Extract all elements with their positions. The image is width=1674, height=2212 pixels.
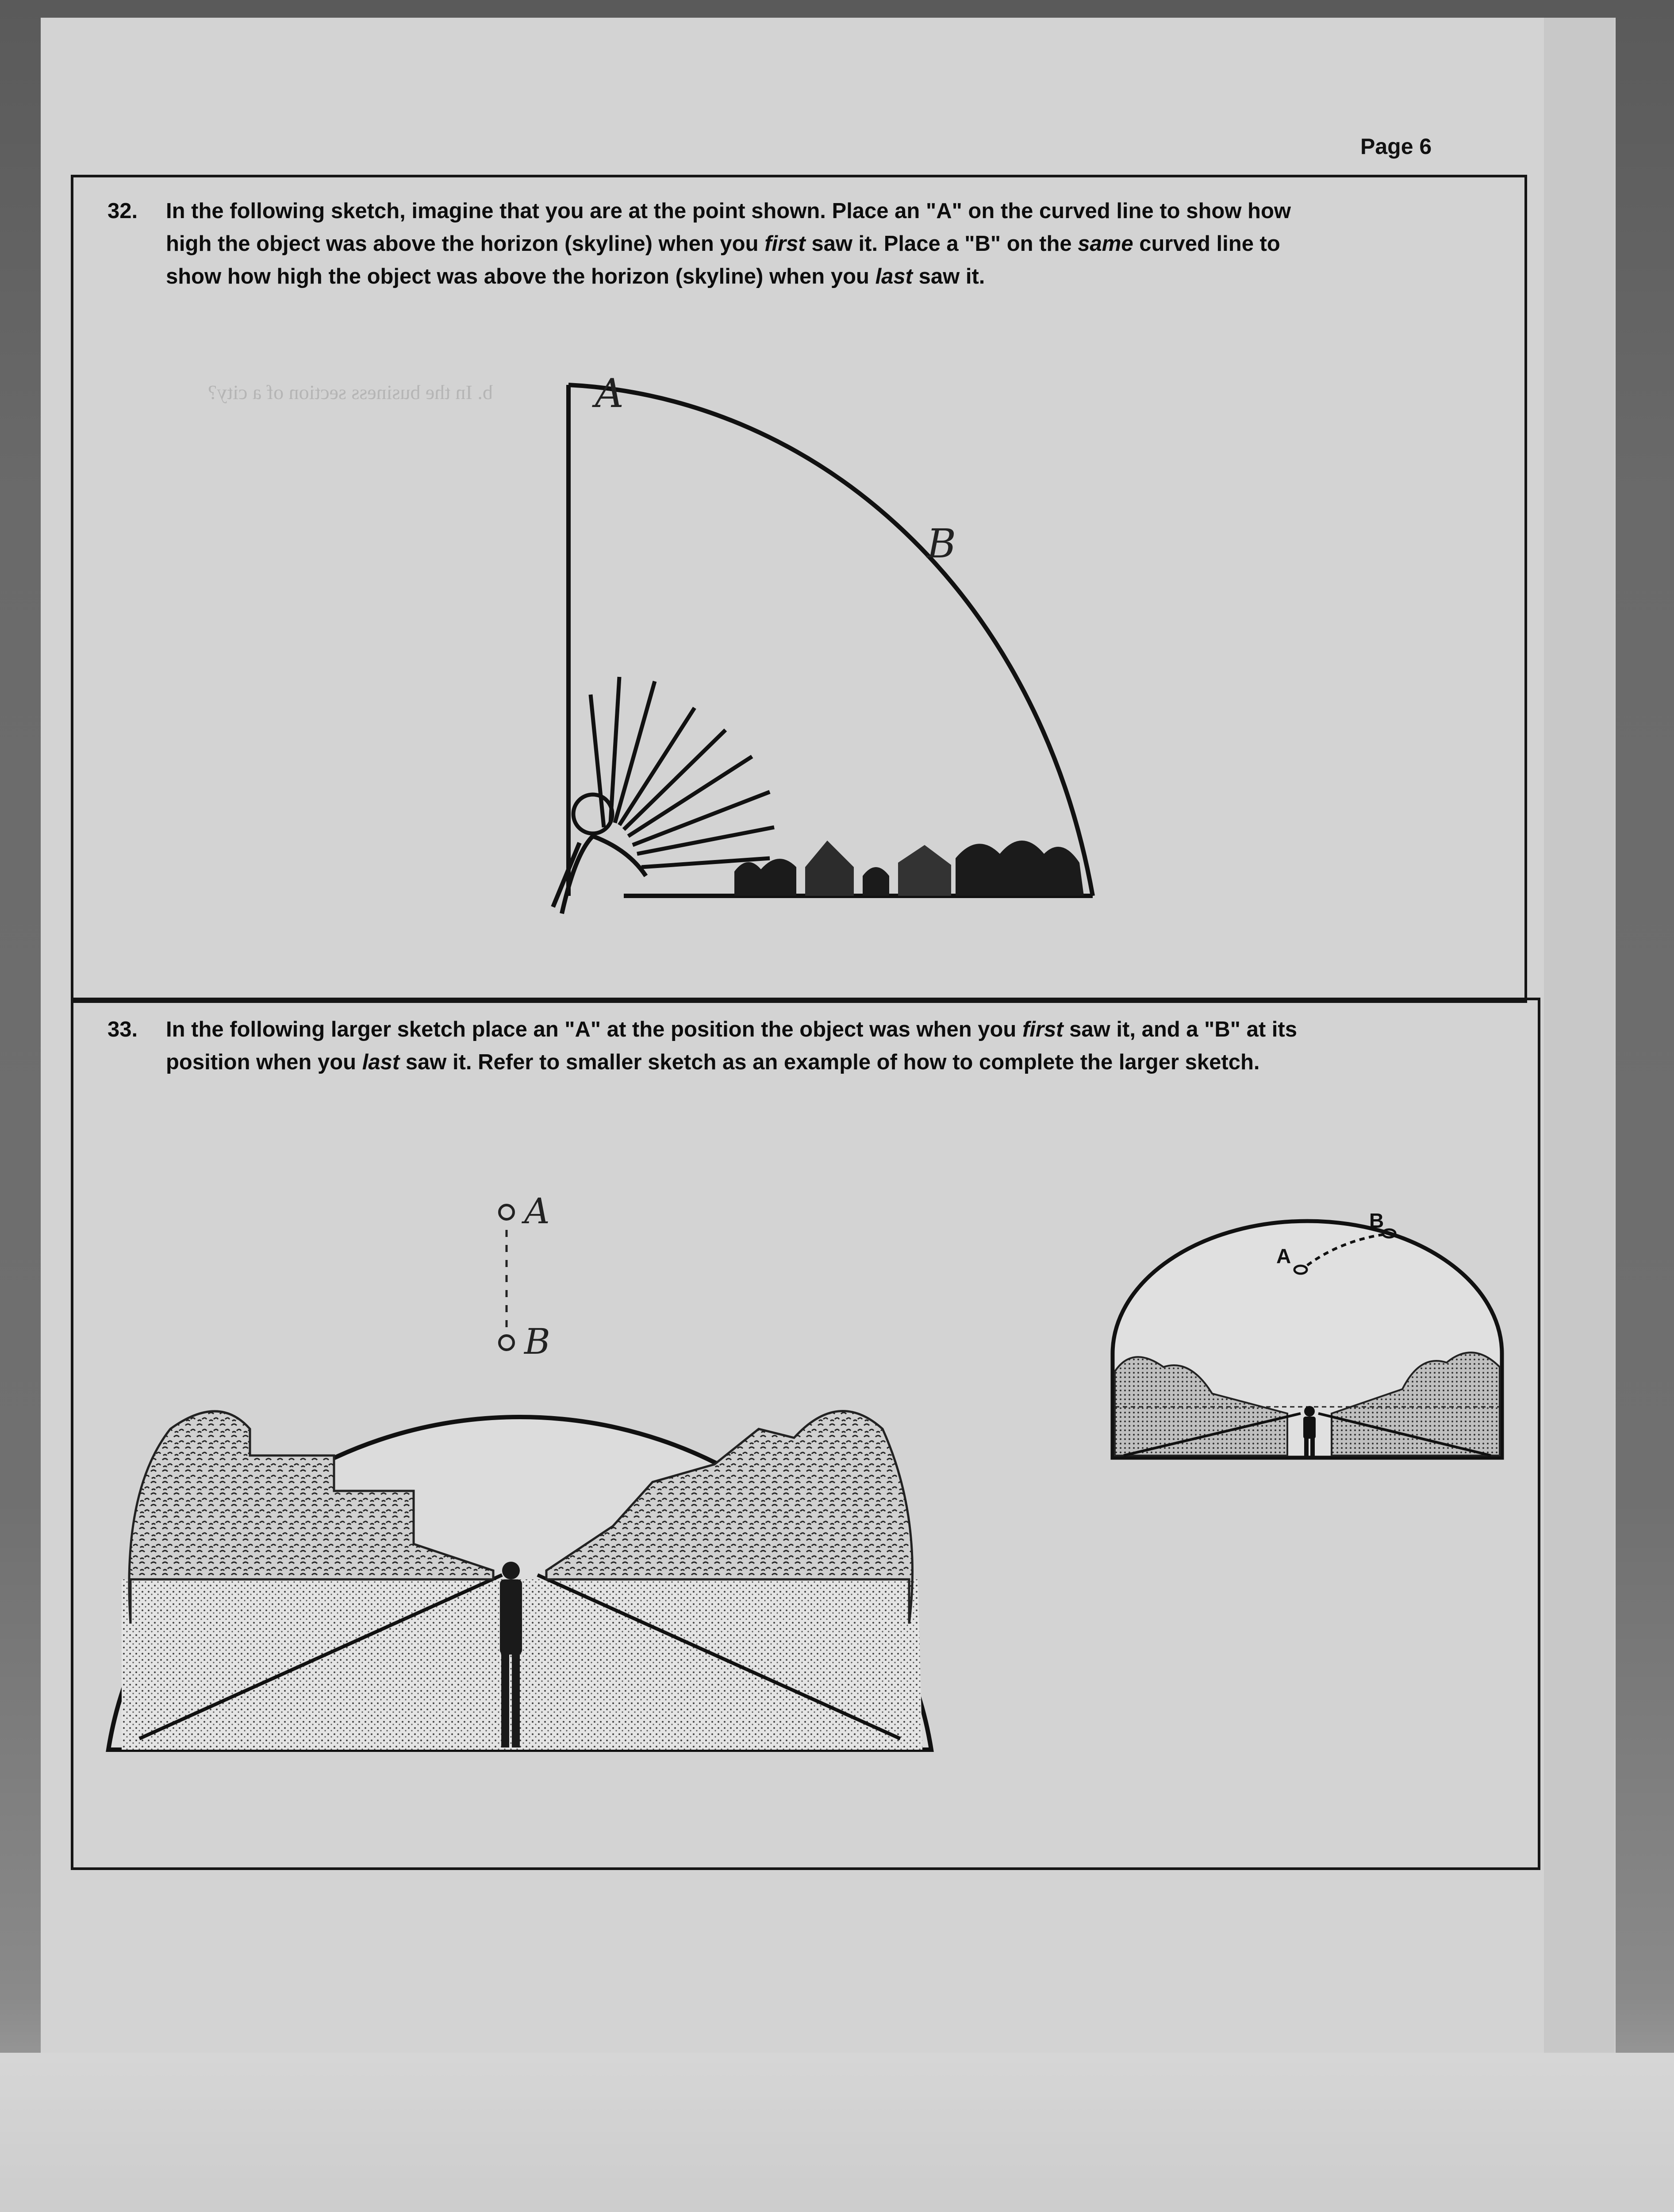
large-sketch-mark-b: B (524, 1321, 550, 1362)
q32-line2-em2: same (1078, 232, 1133, 256)
answer-mark-a: A (595, 370, 624, 417)
page-number: Page 6 (1360, 134, 1432, 159)
q32-line2: high the object was above the horizon (skyline) when you (166, 232, 765, 256)
q33-line2: position when you (166, 1050, 362, 1074)
skyline-silhouette (734, 841, 1084, 896)
q33-line2-em: last (362, 1050, 400, 1074)
small-sketch-label-b: B (1369, 1209, 1384, 1232)
large-street-sketch (104, 1181, 936, 1752)
mark-b-circle (499, 1336, 514, 1350)
quarter-arc-sketch (487, 367, 1106, 920)
q32-line2-em: first (764, 232, 806, 256)
small-sketch-label-a: A (1276, 1244, 1291, 1267)
q32-line2-end: saw it. Place a "B" on the (805, 232, 1078, 256)
q32-line3-em: last (875, 265, 913, 288)
question-32-prompt (108, 195, 1505, 301)
question-33-prompt (108, 1013, 1523, 1084)
q33-line1-em: first (1022, 1018, 1064, 1041)
answer-mark-b: B (927, 521, 956, 567)
q32-line3-end: saw it. (913, 265, 985, 288)
q32-line1: In the following sketch, imagine that you are at the point shown. Place an "A" on the curved line to show how (166, 199, 1291, 223)
mark-a-circle (499, 1205, 514, 1219)
page-edge (1544, 18, 1615, 2053)
small-example-sketch (1110, 1209, 1504, 1460)
q32-line2-end2: curved line to (1133, 232, 1280, 256)
sky-arc (568, 385, 1093, 896)
q33-line1-end: saw it, and a "B" at its (1063, 1018, 1297, 1041)
table-surface (0, 2053, 1674, 2212)
q32-line3: show how high the object was above the horizon (skyline) when you (166, 265, 875, 288)
pointing-arms (591, 677, 774, 867)
question-33-number: 33. (108, 1018, 138, 1041)
q33-line1: In the following larger sketch place an "A" at the position the object was when you (166, 1018, 1022, 1041)
q33-line2-end: saw it. Refer to smaller sketch as an example of how to complete the larger sketch. (399, 1050, 1260, 1074)
question-32-number: 32. (108, 199, 138, 223)
large-sketch-mark-a: A (524, 1190, 550, 1232)
